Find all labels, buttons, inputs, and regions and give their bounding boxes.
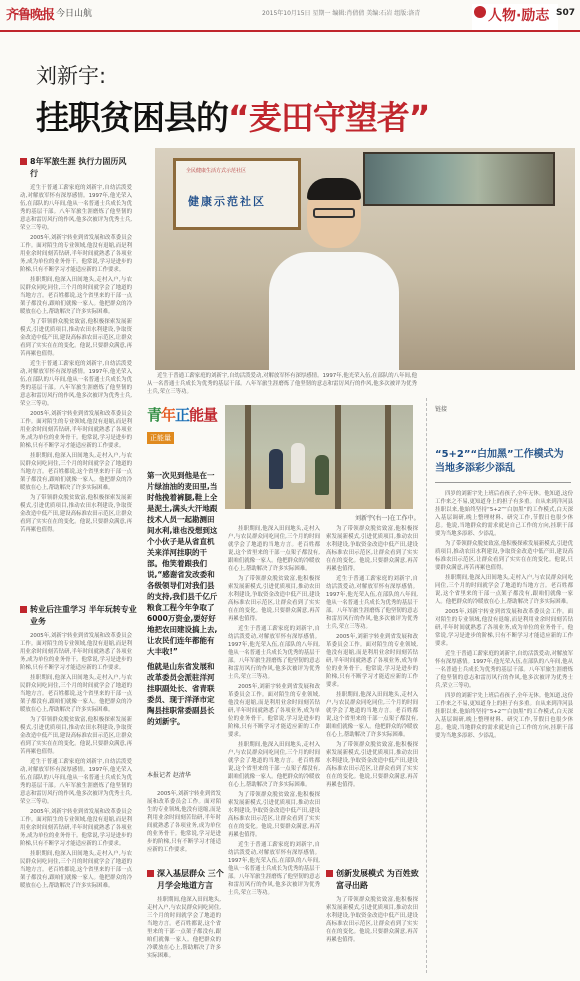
column-intro: 近生于普通工薪家庭的刘新宇,自幼活泼爱动,对解放军怀有深厚感情。1997年,他光荣入伍,在部队的八年间,他从一名普通士兵成长为优秀的基层干部。八年军旅生涯磨炼了他坚韧的意志和雷厉风行的作风,他多次被评为优秀士兵,荣立三等功。 — [147, 373, 417, 395]
column-3: 为了带领群众脱贫致富,他积极探索发展新模式,引进优质项目,推动农田水利建设,争取资金改造中低产田,建设高标准农田示范区,让群众看到了实实在在的变化。他说,只要群众满意,再苦再累也值得。 近生于普通工薪家庭的刘新宇,自幼活泼爱动,对解放军怀有深厚感情。1997年,他光荣入伍,在部队的八年间,他从一名普通士兵成长为优秀的基层干部。八年军旅生涯磨炼了他坚韧的意志和雷厉风行的作风,他多次被评为优秀士兵,荣立三等功。 2005年,刘新宇转业到省发展和改革委员会工作。面对陌生的专业领域,他没有退缩,而是利用业余时间刻苦钻研,半年时间就熟悉了各项业务,成为单位的业务骨干。他常说,学习是进步的阶梯,只有不断学习才能适应新的工作要求。 挂职期间,他深入田间地头,走村入户,与农民群众同吃同住,三个月的时间就学会了地道的当地方言。老百姓都说,这个省里来的干部一点架子都没有,跟咱们就像一家人。他把群众的冷暖放在心上,帮助解决了许多实际困难。 为了带领群众脱贫致富,他积极探索发展新模式,引进优质项目,推动农田水利建设,争取资金改造中低产田,建设高标准农田示范区,让群众看到了实实在在的变化。他说,只要群众满意,再苦再累也值得。 — [326, 526, 418, 788]
article-headline — [36, 92, 429, 139]
column-2: 挂职期间,他深入田间地头,走村入户,与农民群众同吃同住,三个月的时间就学会了地道的当地方言。老百姓都说,这个省里来的干部一点架子都没有,跟咱们就像一家人。他把群众的冷暖放在心上,帮助解决了许多实际困难。 为了带领群众脱贫致富,他积极探索发展新模式,引进优质项目,推动农田水利建设,争取资金改造中低产田,建设高标准农田示范区,让群众看到了实实在在的变化。他说,只要群众满意,再苦再累也值得。 近生于普通工薪家庭的刘新宇,自幼活泼爱动,对解放军怀有深厚感情。1997年,他光荣入伍,在部队的八年间,他从一名普通士兵成长为优秀的基层干部。八年军旅生涯磨炼了他坚韧的意志和雷厉风行的作风,他多次被评为优秀士兵,荣立三等功。 2005年,刘新宇转业到省发展和改革委员会工作。面对陌生的专业领域,他没有退缩,而是利用业余时间刻苦钻研,半年时间就熟悉了各项业务,成为单位的业务骨干。他常说,学习是进步的阶梯,只有不断学习才能适应新的工作要求。 挂职期间,他深入田间地头,走村入户,与农民群众同吃同住,三个月的时间就学会了地道的当地方言。老百姓都说,这个省里来的干部一点架子都没有,跟咱们就像一家人。他把群众的冷暖放在心上,帮助解决了许多实际困难。 为了带领群众脱贫致富,他积极探索发展新模式,引进优质项目,推动农田水利建设,争取资金改造中低产田,建设高标准农田示范区,让群众看到了实实在在的变化。他说,只要群众满意,再苦再累也值得。 近生于普通工薪家庭的刘新宇,自幼活泼爱动,对解放军怀有深厚感情。1997年,他光荣入伍,在部队的八年间,他从一名普通士兵成长为优秀的基层干部。八年军旅生涯磨炼了他坚韧的意志和雷厉风行的作风,他多次被评为优秀士兵,荣立三等功。 — [228, 526, 320, 896]
award-plaque-label: 健康示范社区 — [188, 195, 266, 208]
field-photo — [225, 405, 413, 509]
sidebar-link-box — [426, 398, 576, 973]
edition-name: 今日山航 — [56, 9, 93, 19]
column-2b: 2005年,刘新宇转业到省发展和改革委员会工作。面对陌生的专业领域,他没有退缩,而是利用业余时间刻苦钻研,半年时间就熟悉了各项业务,成为单位的业务骨干。他常说,学习是进步的阶梯,只有不断学习才能适应新的工作要求。 — [147, 791, 221, 853]
article-kicker: 刘新宇: — [36, 64, 107, 88]
column-1: 近生于普通工薪家庭的刘新宇,自幼活泼爱动,对解放军怀有深厚感情。1997年,他光荣入伍,在部队的八年间,他从一名普通士兵成长为优秀的基层干部。八年军旅生涯磨炼了他坚韧的意志和雷厉风行的作风,他多次被评为优秀士兵,荣立三等功。 2005年,刘新宇转业到省发展和改革委员会工作。面对陌生的专业领域,他没有退缩,而是利用业余时间刻苦钻研,半年时间就熟悉了各项业务,成为单位的业务骨干。他常说,学习是进步的阶梯,只有不断学习才能适应新的工作要求。 挂职期间,他深入田间地头,走村入户,与农民群众同吃同住,三个月的时间就学会了地道的当地方言。老百姓都说,这个省里来的干部一点架子都没有,跟咱们就像一家人。他把群众的冷暖放在心上,帮助解决了许多实际困难。 为了带领群众脱贫致富,他积极探索发展新模式,引进优质项目,推动农田水利建设,争取资金改造中低产田,建设高标准农田示范区,让群众看到了实实在在的变化。他说,只要群众满意,再苦再累也值得。 近生于普通工薪家庭的刘新宇,自幼活泼爱动,对解放军怀有深厚感情。1997年,他光荣入伍,在部队的八年间,他从一名普通士兵成长为优秀的基层干部。八年军旅生涯磨炼了他坚韧的意志和雷厉风行的作风,他多次被评为优秀士兵,荣立三等功。 2005年,刘新宇转业到省发展和改革委员会工作。面对陌生的专业领域,他没有退缩,而是利用业余时间刻苦钻研,半年时间就熟悉了各项业务,成为单位的业务骨干。他常说,学习是进步的阶梯,只有不断学习才能适应新的工作要求。 挂职期间,他深入田间地头,走村入户,与农民群众同吃同住,三个月的时间就学会了地道的当地方言。老百姓都说,这个省里来的干部一点架子都没有,跟咱们就像一家人。他把群众的冷暖放在心上,帮助解决了许多实际困难。 为了带领群众脱贫致富,他积极探索发展新模式,引进优质项目,推动农田水利建设,争取资金改造中低产田,建设高标准农田示范区,让群众看到了实实在在的变化。他说,只要群众满意,再苦再累也值得。 — [20, 185, 132, 533]
sidebar-body: 四岁的刘新宇先上班后看孩子,全年无休。他知道,这份工作来之不易,更知道身上的担子有多重。自从来到洋河县挂职以来,他始终坚持“5+2”“白加黑”的工作模式,白天深入基层调研,晚上整理材料、研究工作,节假日也很少休息。他说,当地群众的需求就是自己工作的方向,挂职干部要为当地多添彩、少添乱。 为了带领群众脱贫致富,他积极探索发展新模式,引进优质项目,推动农田水利建设,争取资金改造中低产田,建设高标准农田示范区,让群众看到了实实在在的变化。他说,只要群众满意,再苦再累也值得。 挂职期间,他深入田间地头,走村入户,与农民群众同吃同住,三个月的时间就学会了地道的当地方言。老百姓都说,这个省里来的干部一点架子都没有,跟咱们就像一家人。他把群众的冷暖放在心上,帮助解决了许多实际困难。 2005年,刘新宇转业到省发展和改革委员会工作。面对陌生的专业领域,他没有退缩,而是利用业余时间刻苦钻研,半年时间就熟悉了各项业务,成为单位的业务骨干。他常说,学习是进步的阶梯,只有不断学习才能适应新的工作要求。 近生于普通工薪家庭的刘新宇,自幼活泼爱动,对解放军怀有深厚感情。1997年,他光荣入伍,在部队的八年间,他从一名普通士兵成长为优秀的基层干部。八年军旅生涯磨炼了他坚韧的意志和雷厉风行的作风,他多次被评为优秀士兵,荣立三等功。 四岁的刘新宇先上班后看孩子,全年无休。他知道,这份工作来之不易,更知道身上的担子有多重。自从来到洋河县挂职以来,他始终坚持“5+2”“白加黑”的工作模式,白天深入基层调研,晚上整理材料、研究工作,节假日也很少休息。他说,当地群众的需求就是自己工作的方向,挂职干部要为当地多添彩、少添乱。 — [435, 491, 573, 739]
masthead — [0, 0, 580, 32]
portrait-subject — [259, 176, 409, 370]
youth-energy-badge: 正能量 — [147, 432, 174, 444]
subhead-3: 深入基层群众 三个月学会地道方言 — [147, 868, 225, 892]
section-tab — [472, 4, 558, 30]
section-emblem-icon — [474, 6, 486, 18]
sidebar-title: “5+2”“白加黑”工作模式为当地多添彩少添乱 — [435, 449, 564, 474]
column-2c: 挂职期间,他深入田间地头,走村入户,与农民群众同吃同住,三个月的时间就学会了地道的当地方言。老百姓都说,这个省里来的干部一点架子都没有,跟咱们就像一家人。他把群众的冷暖放在心上,帮助解决了许多实际困难。 — [147, 897, 221, 959]
page-number: S07 — [556, 8, 576, 18]
headline-quote: “麦田守望者” — [228, 98, 430, 137]
photo-caption: 刘新宇(右一)在工作中。 — [355, 515, 420, 522]
issue-line: 2015年10月15日 星期一 编辑:肖倩倩 美编:石岩 组版:洛青 — [262, 10, 421, 17]
column-1b: 2005年,刘新宇转业到省发展和改革委员会工作。面对陌生的专业领域,他没有退缩,而是利用业余时间刻苦钻研,半年时间就熟悉了各项业务,成为单位的业务骨干。他常说,学习是进步的阶梯,只有不断学习才能适应新的工作要求。 挂职期间,他深入田间地头,走村入户,与农民群众同吃同住,三个月的时间就学会了地道的当地方言。老百姓都说,这个省里来的干部一点架子都没有,跟咱们就像一家人。他把群众的冷暖放在心上,帮助解决了许多实际困难。 为了带领群众脱贫致富,他积极探索发展新模式,引进优质项目,推动农田水利建设,争取资金改造中低产田,建设高标准农田示范区,让群众看到了实实在在的变化。他说,只要群众满意,再苦再累也值得。 近生于普通工薪家庭的刘新宇,自幼活泼爱动,对解放军怀有深厚感情。1997年,他光荣入伍,在部队的八年间,他从一名普通士兵成长为优秀的基层干部。八年军旅生涯磨炼了他坚韧的意志和雷厉风行的作风,他多次被评为优秀士兵,荣立三等功。 2005年,刘新宇转业到省发展和改革委员会工作。面对陌生的专业领域,他没有退缩,而是利用业余时间刻苦钻研,半年时间就熟悉了各项业务,成为单位的业务骨干。他常说,学习是进步的阶梯,只有不断学习才能适应新的工作要求。 挂职期间,他深入田间地头,走村入户,与农民群众同吃同住,三个月的时间就学会了地道的当地方言。老百姓都说,这个省里来的干部一点架子都没有,跟咱们就像一家人。他把群众的冷暖放在心上,帮助解决了许多实际困难。 — [20, 633, 132, 889]
sidebar-tag: 链接 — [435, 406, 448, 413]
section-name: 人物·励志 — [488, 8, 550, 24]
subhead-1: 8年军旅生涯 执行力固历风行 — [20, 156, 130, 180]
subhead-2: 转业后注重学习 半年玩转专业业务 — [20, 604, 138, 628]
newspaper-logo: 齐鲁晚报 — [6, 8, 55, 23]
headline-prefix: 挂职贫困县的 — [36, 98, 228, 137]
main-photo — [155, 148, 575, 370]
sidebar-divider — [435, 482, 571, 483]
youth-energy-logo: 青年正能量 正能量 — [147, 406, 218, 442]
pull-quote: 第一次见到他是在一片绿油油的麦田里,当时他挽着裤腿,鞋上全是泥土,满头大汗地跟技术人员一起勘测田间水利,谁也没想到这个小伙子是从省直机关来洋河挂职的干部。他笑着跟我们说,“感谢省发改委和各级领导们对我们县的支持,我们县千亿斤粮食工程今年争取了6000万资金,要好好地把农田建设搞上去,让农民们连年都能有大丰收!” 他就是山东省发展和改革委员会派驻洋河挂职副处长、省青联委员、现于洋泽市定陶县挂职常委副县长的刘新宇。 — [147, 471, 218, 726]
column-3b: 为了带领群众脱贫致富,他积极探索发展新模式,引进优质项目,推动农田水利建设,争取资金改造中低产田,建设高标准农田示范区,让群众看到了实实在在的变化。他说,只要群众满意,再苦再累也值得。 — [326, 897, 418, 943]
byline: 本报记者 赵清华 — [147, 772, 191, 779]
award-plaque-top: 全民健康生活方式示范社区 — [186, 168, 247, 174]
subhead-4: 创新发展模式 为百姓致富寻出路 — [326, 868, 420, 892]
